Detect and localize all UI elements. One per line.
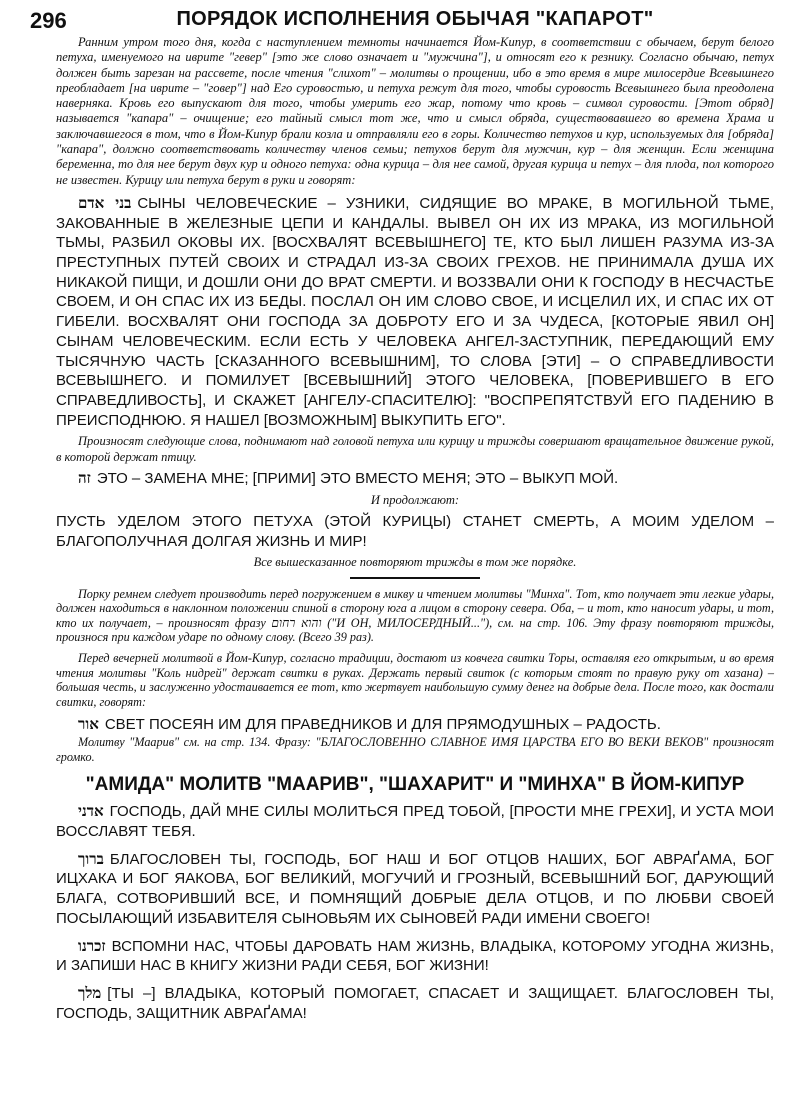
prayer-bnei-adam bbox=[56, 194, 774, 430]
section-divider bbox=[350, 577, 480, 579]
hebrew-word: אור bbox=[78, 715, 99, 734]
hebrew-word: מלך bbox=[78, 983, 102, 1002]
prayer-text: ЭТО – ЗАМЕНА МНЕ; [ПРИМИ] ЭТО ВМЕСТО МЕНЯ; ЭТО – ВЫКУП МОЙ. bbox=[96, 470, 619, 487]
prayer-text: [ТЫ –] ВЛАДЫКА, КОТОРЫЙ ПОМОГАЕТ, СПАСАЕТ И ЗАЩИЩАЕТ. БЛАГОСЛОВЕН ТЫ, ГОСПОДЬ, ЗАЩИТНИК АВРАҐАМА! bbox=[56, 984, 774, 1022]
prayer-text: ВСПОМНИ НАС, ЧТОБЫ ДАРОВАТЬ НАМ ЖИЗНЬ, ВЛАДЫКА, КОТОРОМУ УГОДНА ЖИЗНЬ, И ЗАПИШИ НАС В КНИГУ ЖИЗНИ РАДИ СЕБЯ, БОГ ЖИЗНИ! bbox=[56, 937, 774, 975]
prayer-or bbox=[56, 715, 774, 735]
section-title: "АМИДА" МОЛИТВ "МААРИВ", "ШАХАРИТ" И "МИНХА" В ЙОМ-КИПУР bbox=[85, 774, 745, 796]
page-title: ПОРЯДОК ИСПОЛНЕНИЯ ОБЫЧАЯ "КАПАРОТ" bbox=[176, 8, 654, 30]
prayer-text: БЛАГОСЛОВЕН ТЫ, ГОСПОДЬ, БОГ НАШ И БОГ ОТЦОВ НАШИХ, БОГ АВРАҐАМА, БОГ ИЦХАКА И БОГ ЯАКОВА, БОГ ВЕЛИКИЙ, МОГУЧИЙ И ГРОЗНЫЙ, ВСЕВЫШНИЙ БОГ, ДАРУЮЩИЙ БЛАГА, СОТВОРИВШИЙ ВСЕ, И ПОМНЯЩИЙ ДОБРЫЕ ДЕЛА ОТЦОВ, И ПО ЛЮБВИ СВОЕЙ ПОСЫЛАЮЩИЙ ИЗБАВИТЕЛЯ СЫНОВЬЯМ ИХ СЫНОВЕЙ РАДИ ИМЕНИ СВОЕГО! bbox=[56, 850, 774, 927]
instruction-continue: И продолжают: bbox=[370, 492, 460, 507]
note-paragraph: Порку ремнем следует производить перед погружением в микву и чтением молитвы "Минха". Тот, кто получает эти легкие удары, должен находиться в наклонном положении спиной в сторону юга а лицом в сторону севера. Оба, – и тот, кто наносит удары, и тот, кто их получает, – произносят фразу והוא רחום ("И ОН, МИЛОСЕРДНЫЙ..."), см. на стр. 106. Эту фразу повторяют трижды, произнося при каждом ударе по одному слову. (Всего 39 раз). bbox=[56, 586, 774, 645]
hebrew-word: זה bbox=[78, 469, 91, 487]
prayer-text: ГОСПОДЬ, ДАЙ МНЕ СИЛЫ МОЛИТЬСЯ ПРЕД ТОБОЙ, [ПРОСТИ МНЕ ГРЕХИ], И УСТА МОИ ВОССЛАВЯТ ТЕБЯ. bbox=[56, 803, 774, 841]
instruction-paragraph: Произносят следующие слова, поднимают над головой петуха или курицу и трижды совершают вращательное движение рукой, в которой держат птицу. bbox=[56, 434, 774, 464]
amida-paragraph bbox=[56, 937, 774, 976]
hebrew-word: זכרנו bbox=[78, 936, 106, 955]
prayer-ze bbox=[56, 469, 774, 489]
amida-paragraph bbox=[56, 802, 774, 841]
amida-paragraph bbox=[56, 984, 774, 1023]
prayer-text: СЫНЫ ЧЕЛОВЕЧЕСКИЕ – УЗНИКИ, СИДЯЩИЕ ВО МРАКЕ, В МОГИЛЬНОЙ ТЬМЕ, ЗАКОВАННЫЕ В ЖЕЛЕЗНЫЕ ЦЕПИ И КАНДАЛЫ. ВЫВЕЛ ОН ИХ ИЗ МРАКА, ИЗ МОГИЛЬНОЙ ТЬМЫ, РАЗБИЛ ОКОВЫ ИХ. [ВОСХВАЛЯТ ВСЕВЫШНЕГО] ТЕ, КТО БЫЛ ЛИШЕН РАЗУМА ИЗ-ЗА ПРЕСТУПНЫХ ПУТЕЙ СВОИХ И СТРАДАЛ ИЗ-ЗА СВОИХ ГРЕХОВ. НЕ ПРИНИМАЛА ДУША ИХ НИКАКОЙ ПИЩИ, И ДОШЛИ ОНИ ДО ВРАТ СМЕРТИ. И ВОЗЗВАЛИ ОНИ К ГОСПОДУ В НЕСЧАСТЬЕ СВОЕМ, И ОН СПАС ИХ ИЗ БЕДЫ. ПОСЛАЛ ОН ИМ СЛОВО СВОЕ, И ИСЦЕЛИЛ ИХ, И СПАС ИХ ОТ ГИБЕЛИ. ВОСХВАЛЯТ ОНИ ГОСПОДА ЗА ДОБРОТУ ЕГО И ЗА ЧУДЕСА, [КОТОРЫЕ ЯВИЛ ОН] СЫНАМ ЧЕЛОВЕЧЕСКИМ. ЕСЛИ ЕСТЬ У ЧЕЛОВЕКА АНГЕЛ-ЗАСТУПНИК, ПЕРЕДАЮЩИЙ ЕМУ ТЫСЯЧНУЮ ЧАСТЬ [СКАЗАННОГО ВСЕВЫШНИМ], ТО СЛОВА [ЭТИ] – О СПРАВЕДЛИВОСТИ ВСЕВЫШНЕГО. И ПОМИЛУЕТ [ВСЕВЫШНИЙ] ЭТОГО ЧЕЛОВЕКА, [ПОВЕРИВШЕГО В ЕГО СПРАВЕДЛИВОСТЬ], И СКАЖЕТ [АНГЕЛУ-СПАСИТЕЛЮ]: "ВОСПРЕПЯТСТВУЙ ЕГО ПАДЕНИЮ В ПРЕИСПОДНЮЮ. Я НАШЕЛ [ВОЗМОЖНЫМ] ВЫКУПИТЬ ЕГО". bbox=[56, 194, 774, 429]
prayer-text: СВЕТ ПОСЕЯН ИМ ДЛЯ ПРАВЕДНИКОВ И ДЛЯ ПРЯМОДУШНЫХ – РАДОСТЬ. bbox=[104, 716, 661, 734]
hebrew-word: בני אדם bbox=[78, 193, 132, 212]
prayer-rooster-fate: ПУСТЬ УДЕЛОМ ЭТОГО ПЕТУХА (ЭТОЙ КУРИЦЫ) СТАНЕТ СМЕРТЬ, А МОИМ УДЕЛОМ – БЛАГОПОЛУЧНАЯ ДОЛГАЯ ЖИЗНЬ И МИР! bbox=[56, 513, 774, 550]
note-paragraph: Молитву "Маарив" см. на стр. 134. Фразу: "БЛАГОСЛОВЕННО СЛАВНОЕ ИМЯ ЦАРСТВА ЕГО ВО ВЕКИ ВЕКОВ" произносят громко. bbox=[56, 735, 774, 764]
hebrew-word: אדני bbox=[78, 802, 104, 821]
page-number: 296 bbox=[30, 8, 67, 33]
intro-paragraph: Ранним утром того дня, когда с наступлением темноты начинается Йом-Кипур, в соответствии с обычаем, берут белого петуха, именуемого на иврите "гевер" [это же слово означает и "мужчина"], и относят его к резнику. Согласно обычаю, петух должен быть зарезан на рассвете, после чтения "слихот" – молитвы о прощении, ибо в это время в мире милосердие Всевышнего преобладает [на иврите – "говер"] над Его суровостью, и петуха режут для того, чтобы суровость Всевышнего была преодолена наверняка. Кровь его выпускают для того, чтобы умерить его жар, потому что кровь – символ суровости. [Этот обряд] называется "капара" – очищение; его тайный смысл тот же, что и смысл обряда, существовавшего во времена Храма и заключавшегося в том, что в Йом-Кипур брали козла и отправляли его в горы. Количество петухов и кур, используемых для [обряда] "капара", должно соответствовать количеству членов семьи; петухов берут для мужчин, кур – для женщин. Если женщина беременна, то для нее берут двух кур и одного петуха: одна курица – для нее самой, другая курица и петух – для плода, пол которого не известен. Курицу или петуха берут в руки и говорят: bbox=[56, 35, 774, 187]
note-paragraph: Перед вечерней молитвой в Йом-Кипур, согласно традиции, достают из ковчега свитки Торы, оставляя его открытым, и во время чтения молитвы "Коль нидрей" держат свитки в руках. Держать первый свиток (с которым стоят по правую руку от хазана) – большая честь, и заслуженно удостаивается ее тот, кто жертвует наибольшую сумму денег на добрые дела. После того, как достали свитки, говорят: bbox=[56, 651, 774, 709]
instruction-repeat: Все вышесказанное повторяют трижды в том же порядке. bbox=[253, 555, 577, 570]
hebrew-word: ברוך bbox=[78, 849, 104, 868]
amida-paragraph bbox=[56, 850, 774, 929]
